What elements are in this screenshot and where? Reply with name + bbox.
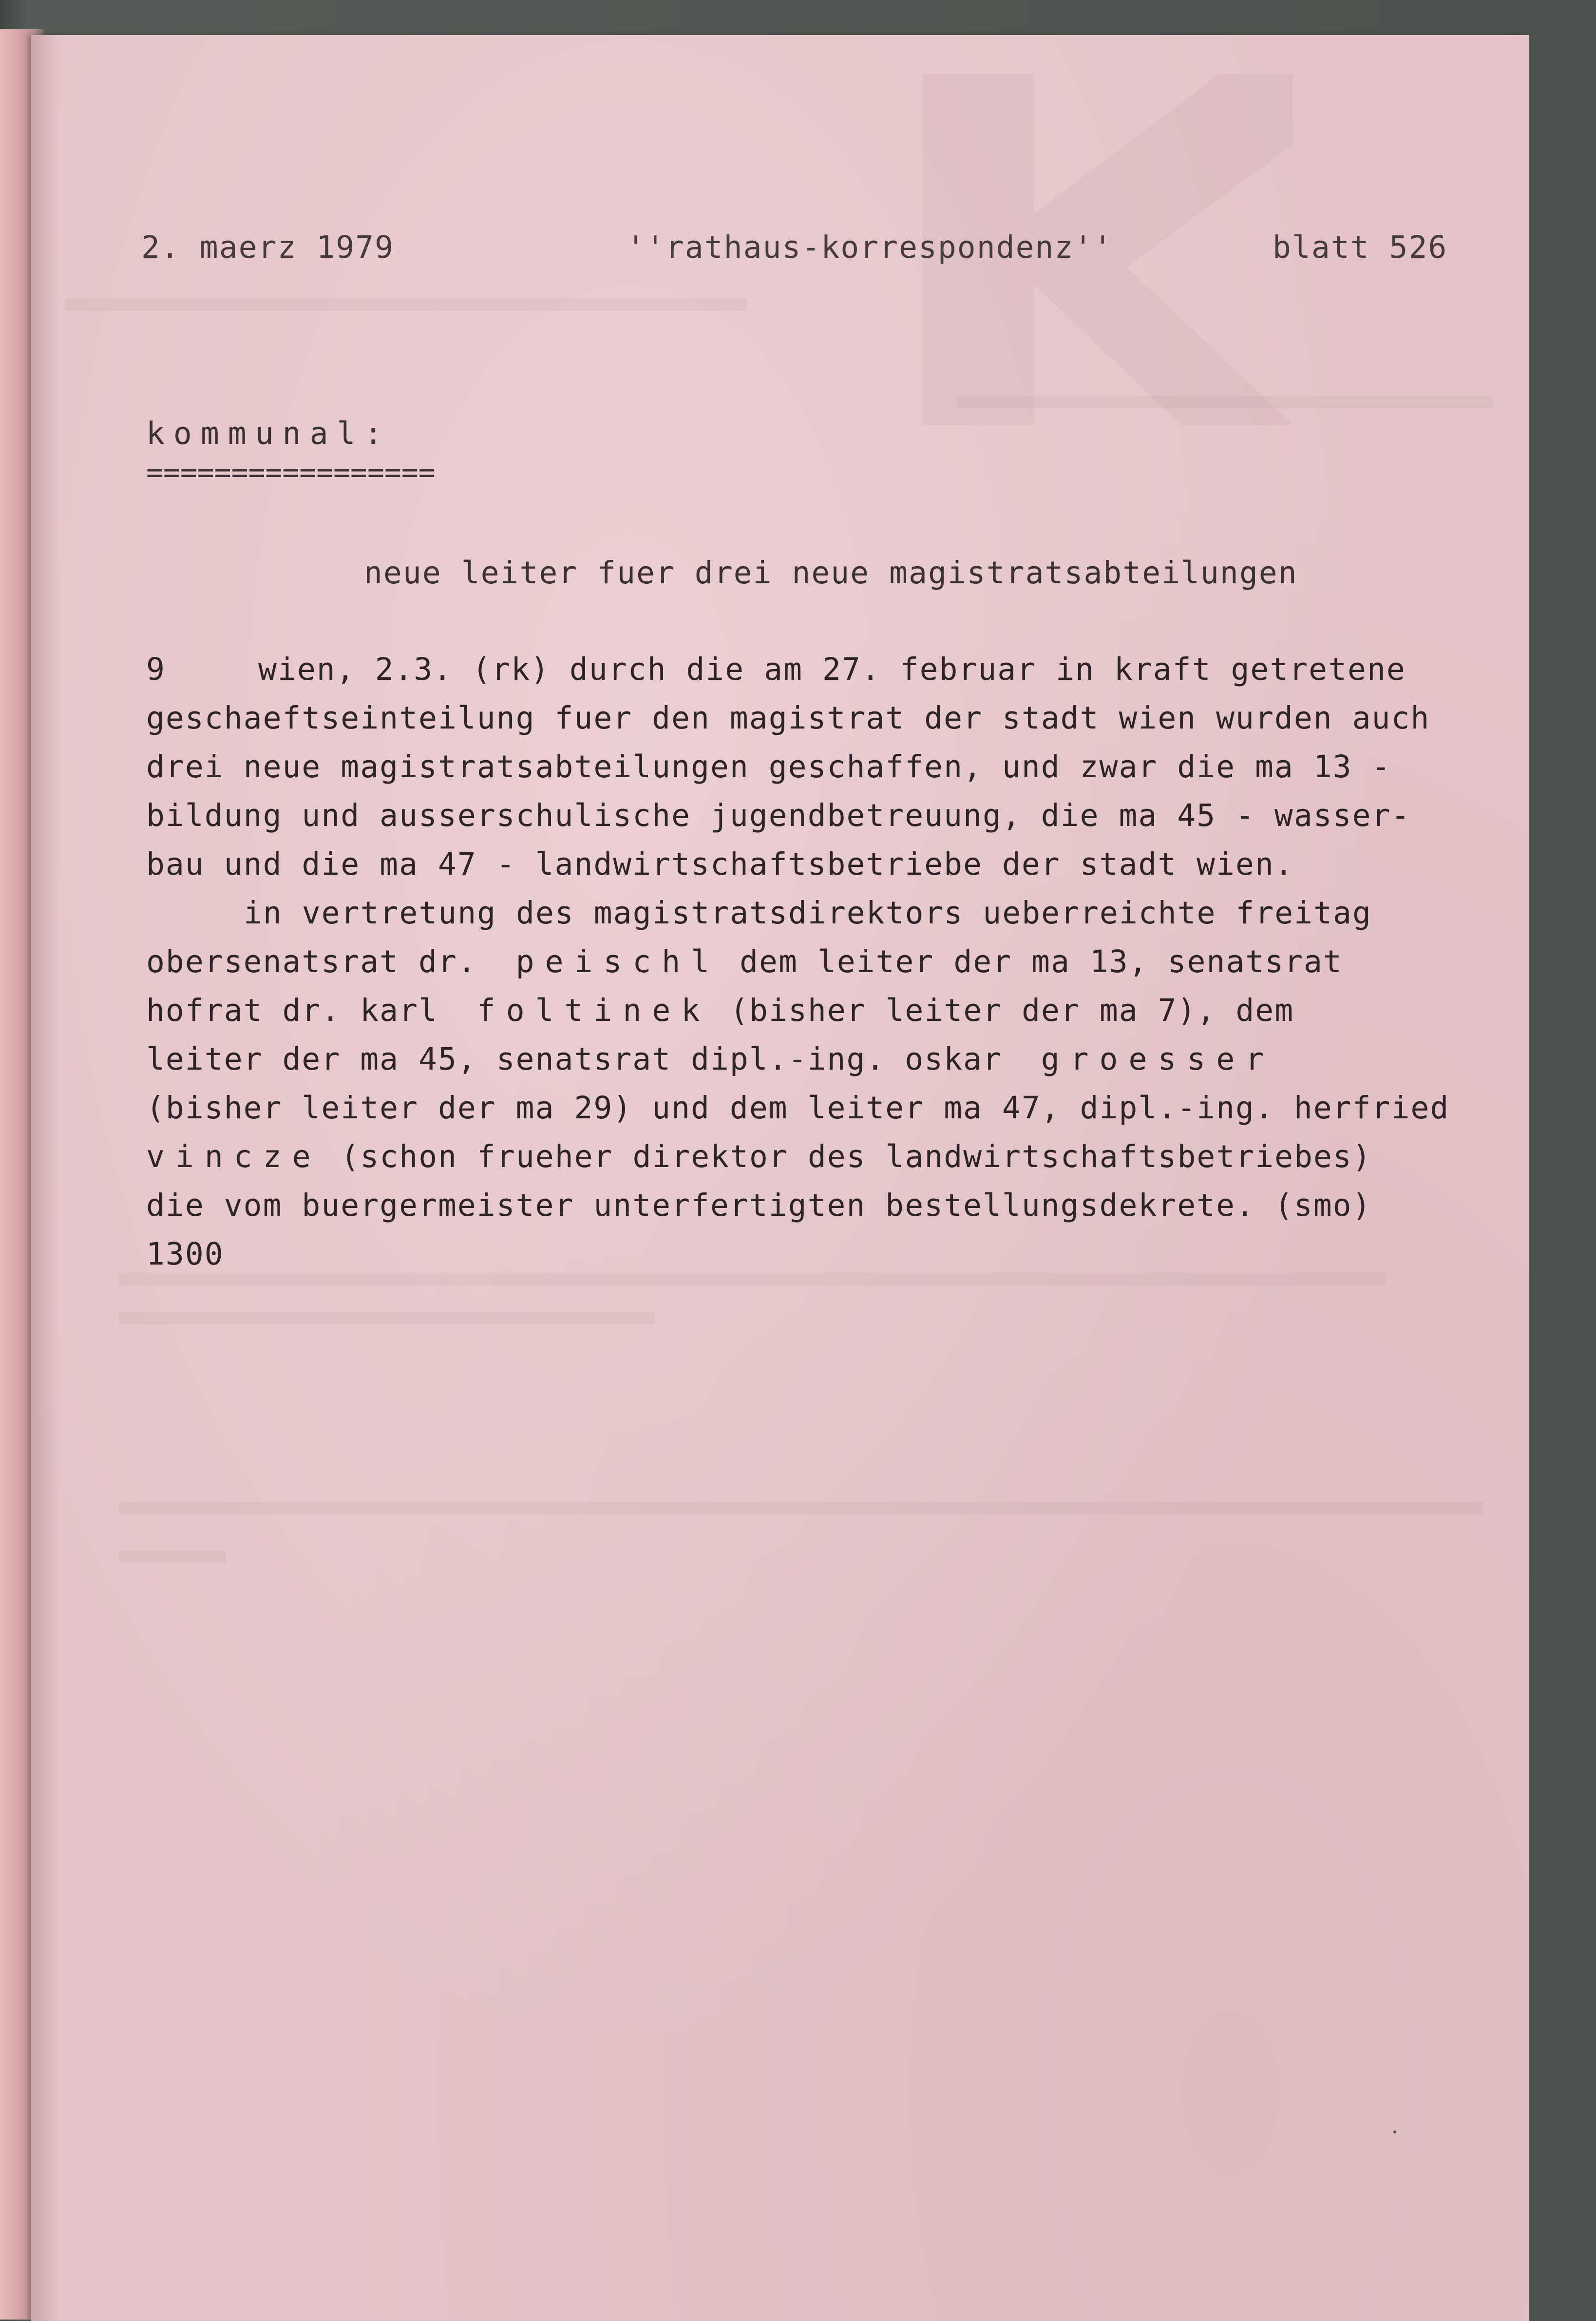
- publication-title: ''rathaus-korrespondenz'': [627, 230, 1113, 265]
- article-code: 1300: [146, 1236, 224, 1272]
- body-line-text: wien, 2.3. (rk) durch die am 27. februar in kraft getretene: [258, 652, 1406, 687]
- body-line-text: hofrat dr. karl: [146, 993, 438, 1028]
- article-body: [146, 645, 1510, 1279]
- spaced-name: peischl: [515, 944, 721, 979]
- body-line: [146, 1035, 1510, 1084]
- body-line-text: (schon frueher direktor des landwirtschaftsbetriebes): [341, 1139, 1372, 1174]
- paper-speck: [1393, 2130, 1396, 2133]
- body-line: die vom buergermeister unterfertigten bestellungsdekrete. (smo): [146, 1188, 1372, 1223]
- body-line: [146, 645, 1510, 694]
- body-line: bildung und ausserschulische jugendbetreuung, die ma 45 - wasser-: [146, 798, 1411, 833]
- article-headline: neue leiter fuer drei neue magistratsabteilungen: [364, 555, 1298, 591]
- spaced-name: foltinek: [476, 993, 711, 1028]
- body-line-text: obersenatsrat dr.: [146, 944, 477, 979]
- body-line-text: (bisher leiter der ma 7), dem: [730, 993, 1294, 1028]
- section-label: kommunal:: [146, 416, 392, 451]
- body-line-text: in vertretung des magistratsdirektors ueberreichte freitag: [244, 895, 1372, 931]
- body-line: [146, 986, 1510, 1035]
- body-line-text: leiter der ma 45, senatsrat dipl.-ing. oskar: [146, 1041, 1002, 1077]
- document-page: [31, 35, 1529, 2321]
- body-line: geschaeftseinteilung fuer den magistrat der stadt wien wurden auch: [146, 700, 1430, 736]
- body-line: drei neue magistratsabteilungen geschaffen, und zwar die ma 13 -: [146, 749, 1391, 785]
- sheet-number: blatt 526: [1273, 230, 1448, 265]
- body-line: [146, 938, 1510, 986]
- body-line: [146, 889, 1510, 938]
- body-line: [146, 1132, 1510, 1181]
- article-number: 9: [146, 652, 166, 687]
- body-line: (bisher leiter der ma 29) und dem leiter ma 47, dipl.-ing. herfried: [146, 1090, 1450, 1126]
- section-underline: =================: [146, 456, 436, 489]
- document-date: 2. maerz 1979: [141, 230, 395, 265]
- spaced-name: groesser: [1041, 1041, 1275, 1077]
- body-line: bau und die ma 47 - landwirtschaftsbetriebe der stadt wien.: [146, 846, 1294, 882]
- body-line-text: dem leiter der ma 13, senatsrat: [740, 944, 1343, 979]
- typed-document: [31, 35, 1529, 2321]
- spaced-name: vincze: [146, 1139, 322, 1174]
